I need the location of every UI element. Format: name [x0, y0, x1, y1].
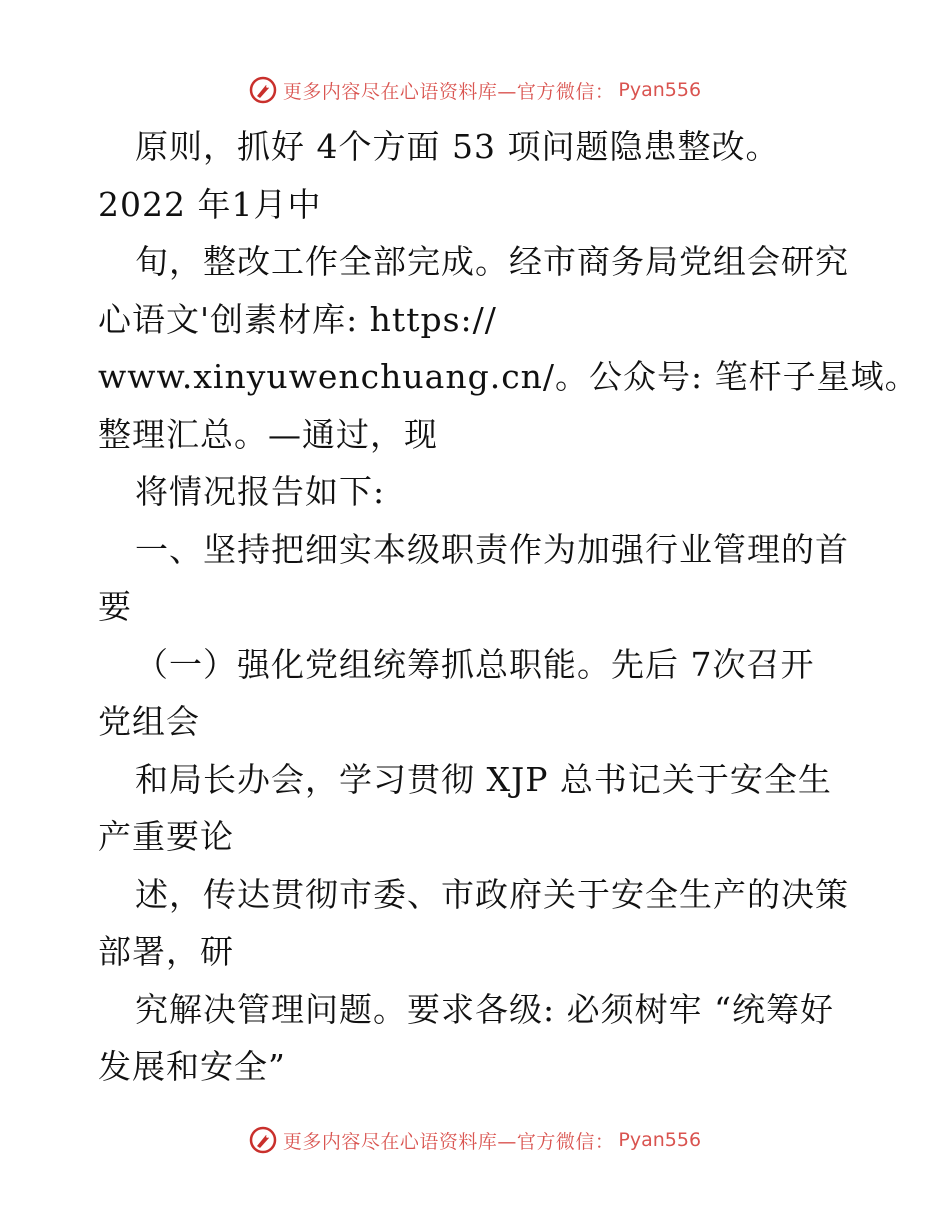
footer-watermark: [0, 1120, 950, 1160]
text-line: www.xinyuwenchuang.cn/。公众号: 笔杆子星域。: [98, 357, 919, 396]
pen-nib-logo-icon: [249, 1126, 277, 1154]
watermark-text: 更多内容尽在心语资料库—官方微信：: [282, 1130, 615, 1153]
watermark-text: 更多内容尽在心语资料库—官方微信：: [282, 80, 615, 103]
text-line: 2022 年1月中: [98, 184, 322, 224]
watermark-wechat-id: Pyan556: [618, 79, 702, 101]
text-line: 心语文'创素材库: https://: [98, 299, 497, 339]
text-line: 究解决管理问题。要求各级: 必须树牢 “统筹好: [135, 989, 834, 1029]
header-watermark: [0, 70, 950, 110]
text-line: 产重要论: [98, 817, 234, 856]
text-line: 党组会: [98, 702, 200, 741]
text-line: 发展和安全”: [98, 1047, 286, 1086]
text-line: 将情况报告如下:: [135, 472, 386, 511]
text-line: 旬，整改工作全部完成。经市商务局党组会研究: [135, 242, 849, 281]
section-heading-continued: 要: [98, 587, 132, 626]
pen-nib-logo-icon: [249, 76, 277, 104]
subsection-heading: （一）强化党组统筹抓总职能。先后 7次召开: [135, 644, 815, 684]
document-body: [98, 118, 919, 1096]
text-line: 原则，抓好 4个方面 53 项问题隐患整改。: [135, 127, 780, 166]
text-line: 和局长办会，学习贯彻 XJP 总书记关于安全生: [135, 759, 832, 799]
watermark-wechat-id: Pyan556: [618, 1129, 702, 1151]
text-line: 整理汇总。—通过，现: [98, 414, 438, 454]
text-line: 部署，研: [98, 932, 234, 971]
text-line: 述，传达贯彻市委、市政府关于安全生产的决策: [135, 874, 849, 914]
section-heading: 一、坚持把细实本级职责作为加强行业管理的首: [135, 529, 849, 569]
